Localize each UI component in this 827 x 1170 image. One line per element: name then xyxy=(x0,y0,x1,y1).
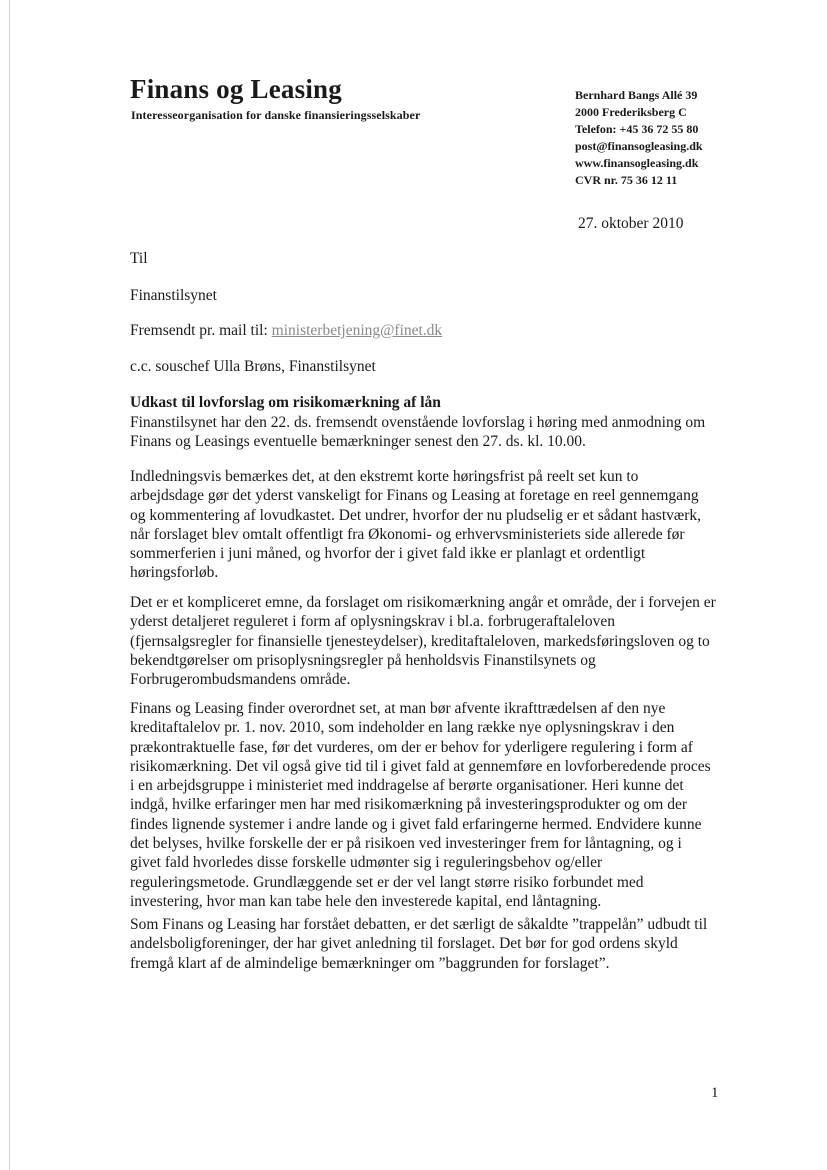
cc-line: c.c. souschef Ulla Brøns, Finanstilsynet xyxy=(130,358,376,375)
address-email: post@finansogleasing.dk xyxy=(575,139,703,153)
sent-via-line xyxy=(130,322,442,340)
text-line: når forslaget blev omtalt offentligt fra Økonomi- og erhvervsministeriets side allerede før xyxy=(130,525,685,543)
to-label: Til xyxy=(130,250,148,267)
text-line: arbejdsdage gør det yderst vanskeligt for Finans og Leasing at foretage en reel gennemgang xyxy=(130,487,699,505)
text-line: Finanstilsynet har den 22. ds. fremsendt ovenstående lovforslag i høring med anmodning om xyxy=(130,414,706,431)
address-street: Bernhard Bangs Allé 39 xyxy=(575,88,698,102)
text-line: Forbrugerombudsmandens område. xyxy=(130,671,351,689)
letter-date: 27. oktober 2010 xyxy=(578,215,684,232)
text-line: andelsboligforeninger, der har givet anledning til forslaget. Det bør for god ordens skyld xyxy=(130,935,678,953)
paragraph-deadline xyxy=(130,467,730,583)
text-line: det belyses, hvilke forskelle der er på risikoen ved investeringer frem for låntagning, og i xyxy=(130,835,682,853)
text-line: reguleringsmetode. Grundlæggende set er der vel langt større risiko forbundet med xyxy=(130,873,644,891)
recipient-name: Finanstilsynet xyxy=(130,287,217,304)
sent-via-prefix: Fremsendt pr. mail til: xyxy=(130,322,268,339)
text-line: Det er et kompliceret emne, da forslaget om risikomærkning angår et område, der i forvejen er xyxy=(130,594,716,611)
recipient-email-link[interactable]: ministerbetjening@finet.dk xyxy=(271,322,443,339)
text-line: bekendtgørelser om prisoplysningsregler på henholdsvis Finanstilsynets og xyxy=(130,651,596,669)
text-line: kreditaftalelov pr. 1. nov. 2010, som indeholder en lang række nye oplysningskrav i den xyxy=(130,719,675,737)
text-line: Finans og Leasing finder overordnet set, at man bør afvente ikrafttrædelsen af den nye xyxy=(130,700,666,717)
text-line: (fjernsalgsregler for finansielle tjenesteydelser), kreditaftaleloven, markedsføringsloven og to xyxy=(130,632,710,650)
text-line: investering, hvor man kan tabe hele den investerede kapital, end låntagning. xyxy=(130,892,602,910)
text-line: sommerferien i juni måned, og hvorfor der i givet fald ikke er planlagt et ordentligt xyxy=(130,545,646,563)
letterhead-address xyxy=(575,87,703,189)
page-number: 1 xyxy=(711,1085,719,1101)
text-line: risikomærkning. Det vil også give tid til i givet fald at gennemføre en lovforberedende proces xyxy=(130,757,711,775)
text-line: fremgå klart af de almindelige bemærkninger om ”baggrunden for forslaget”. xyxy=(130,954,610,972)
scan-margin-line xyxy=(9,0,10,1170)
address-website: www.finansogleasing.dk xyxy=(575,156,699,170)
paragraph-recommendation xyxy=(130,699,730,911)
paragraph-background xyxy=(130,915,730,973)
paragraph-intro xyxy=(130,413,730,452)
text-line: yderst detaljeret reguleret i form af oplysningskrav i bl.a. forbrugeraftaleloven xyxy=(130,613,616,631)
text-line: i en arbejdsgruppe i ministeriet med inddragelse af berørte organisationer. Heri kunne det xyxy=(130,777,684,795)
text-line: høringsforløb. xyxy=(130,564,219,582)
text-line: Som Finans og Leasing har forstået debatten, er det særligt de såkaldte ”trappelån” udbudt til xyxy=(130,916,708,933)
paragraph-complexity xyxy=(130,593,730,689)
address-cvr: CVR nr. 75 36 12 11 xyxy=(575,173,678,187)
text-line: Finans og Leasings eventuelle bemærkninger senest den 27. ds. kl. 10.00. xyxy=(130,433,586,451)
text-line: findes lignende systemer i andre lande og i givet fald erfaringerne hermed. Endvidere kunne xyxy=(130,815,702,833)
address-phone: Telefon: +45 36 72 55 80 xyxy=(575,122,699,136)
letter-subject: Udkast til lovforslag om risikomærkning af lån xyxy=(130,394,441,411)
org-subtitle: Interesseorganisation for danske finansieringsselskaber xyxy=(131,108,421,122)
address-city: 2000 Frederiksberg C xyxy=(575,105,687,119)
text-line: prækontraktuelle fase, før det vurderes, om der er behov for yderligere regulering i form af xyxy=(130,738,693,756)
text-line: og kommentering af lovudkastet. Det undrer, hvorfor der nu pludselig er et sådant hastværk, xyxy=(130,506,702,524)
text-line: givet fald hvorledes disse forskelle udmønter sig i reguleringsbehov og/eller xyxy=(130,854,603,872)
text-line: indgå, hvilke erfaringer men har med risikomærkning på investeringsprodukter og om der xyxy=(130,796,687,814)
text-line: Indledningsvis bemærkes det, at den ekstremt korte høringsfrist på reelt set kun to xyxy=(130,468,639,485)
org-name: Finans og Leasing xyxy=(130,74,342,104)
